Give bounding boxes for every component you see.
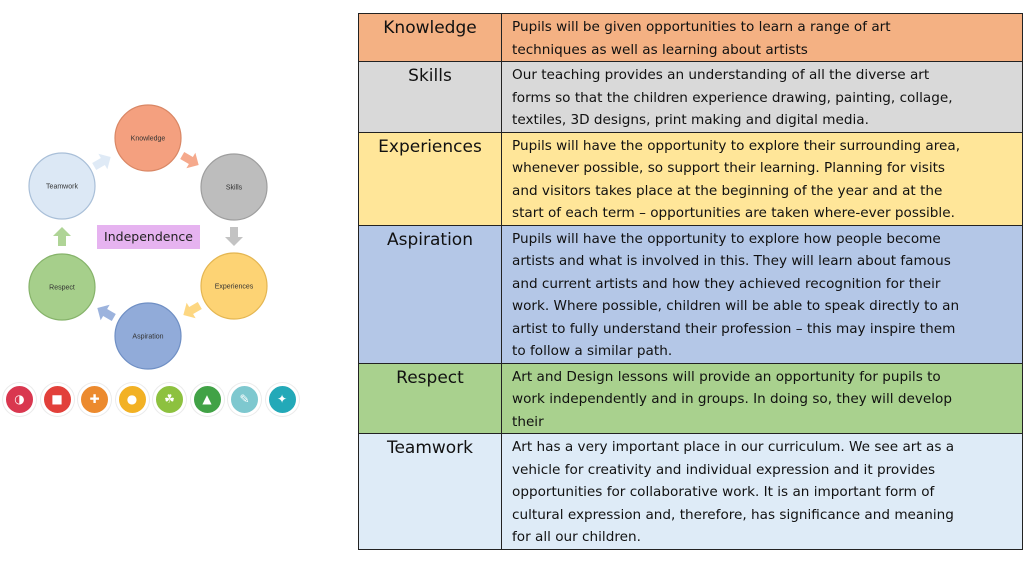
row-term: Teamwork	[359, 434, 502, 550]
description-line: textiles, 3D designs, print making and digital media.	[512, 112, 869, 128]
row-description	[502, 62, 1023, 133]
cycle-node-label-respect: Respect	[49, 284, 75, 292]
description-line: cultural expression and, therefore, has significance and meaning	[512, 506, 954, 523]
row-term: Knowledge	[359, 14, 502, 62]
cycle-arrow	[178, 148, 203, 173]
description-line: artists and what is involved in this. They will learn about famous	[512, 253, 951, 269]
table-row	[359, 14, 1023, 62]
description-line: vehicle for creativity and individual expression and it provides	[512, 461, 936, 478]
table-row	[359, 62, 1023, 133]
values-table	[358, 13, 1023, 550]
description-line: Our teaching provides an understanding of all the diverse art	[512, 67, 930, 83]
row-description	[502, 363, 1023, 434]
description-line: Art and Design lessons will provide an opportunity for pupils to	[512, 368, 941, 385]
cycle-arrow	[93, 300, 118, 325]
center-label-independence: Independence	[97, 225, 200, 249]
row-description	[502, 132, 1023, 225]
lightbulb-icon: ●	[116, 383, 149, 416]
row-term: Respect	[359, 363, 502, 434]
speech-bubble-icon: ■	[41, 383, 74, 416]
description-line: techniques as well as learning about artists	[512, 41, 808, 58]
cycle-node-label-aspiration: Aspiration	[132, 333, 164, 341]
description-line: Pupils will have the opportunity to explore their surrounding area,	[512, 137, 961, 154]
table-row	[359, 132, 1023, 225]
description-line: work. Where possible, children will be able to speak directly to an	[512, 298, 960, 314]
thumbs-up-icon: ▲	[191, 383, 224, 416]
cycle-node-label-knowledge: Knowledge	[130, 135, 166, 143]
description-line: opportunities for collaborative work. It is an important form of	[512, 484, 935, 500]
row-description	[502, 225, 1023, 363]
description-line: whenever possible, so support their learning. Planning for visits	[512, 160, 946, 176]
row-term: Experiences	[359, 132, 502, 225]
cycle-arrow	[53, 227, 71, 246]
description-line: their	[512, 413, 544, 430]
row-description	[502, 14, 1023, 62]
puzzle-icon: ✚	[78, 383, 111, 416]
row-term: Aspiration	[359, 225, 502, 363]
sound-waves-icon: ◑	[3, 383, 36, 416]
cycle-arrow	[90, 149, 115, 174]
pinwheel-icon: ✦	[266, 383, 299, 416]
cycle-diagram	[0, 0, 300, 563]
cycle-node-label-experiences: Experiences	[214, 283, 254, 291]
row-term: Skills	[359, 62, 502, 133]
description-line: Art has a very important place in our curriculum. We see art as a	[512, 439, 955, 455]
description-line: artist to fully understand their profession – this may inspire them	[512, 320, 956, 337]
description-line: and current artists and how they achieved recognition for their	[512, 275, 941, 292]
description-line: start of each term – opportunities are taken where-ever possible.	[512, 205, 955, 221]
cycle-arrow	[179, 298, 204, 323]
table-row	[359, 225, 1023, 363]
description-line: for all our children.	[512, 529, 641, 545]
pencil-icon: ✎	[228, 383, 261, 416]
row-description	[502, 434, 1023, 550]
cycle-node-label-skills: Skills	[225, 184, 243, 192]
description-line: Pupils will have the opportunity to explore how people become	[512, 230, 941, 247]
leaf-icon: ☘	[153, 383, 186, 416]
cycle-node-label-teamwork: Teamwork	[46, 183, 78, 191]
description-line: and visitors takes place at the beginning of the year and at the	[512, 182, 943, 199]
description-line: Pupils will be given opportunities to learn a range of art	[512, 19, 891, 35]
table-row	[359, 434, 1023, 550]
description-line: to follow a similar path.	[512, 343, 673, 359]
description-line: forms so that the children experience drawing, painting, collage,	[512, 89, 953, 106]
cycle-arrow	[225, 227, 243, 246]
table-row	[359, 363, 1023, 434]
description-line: work independently and in groups. In doing so, they will develop	[512, 391, 952, 407]
